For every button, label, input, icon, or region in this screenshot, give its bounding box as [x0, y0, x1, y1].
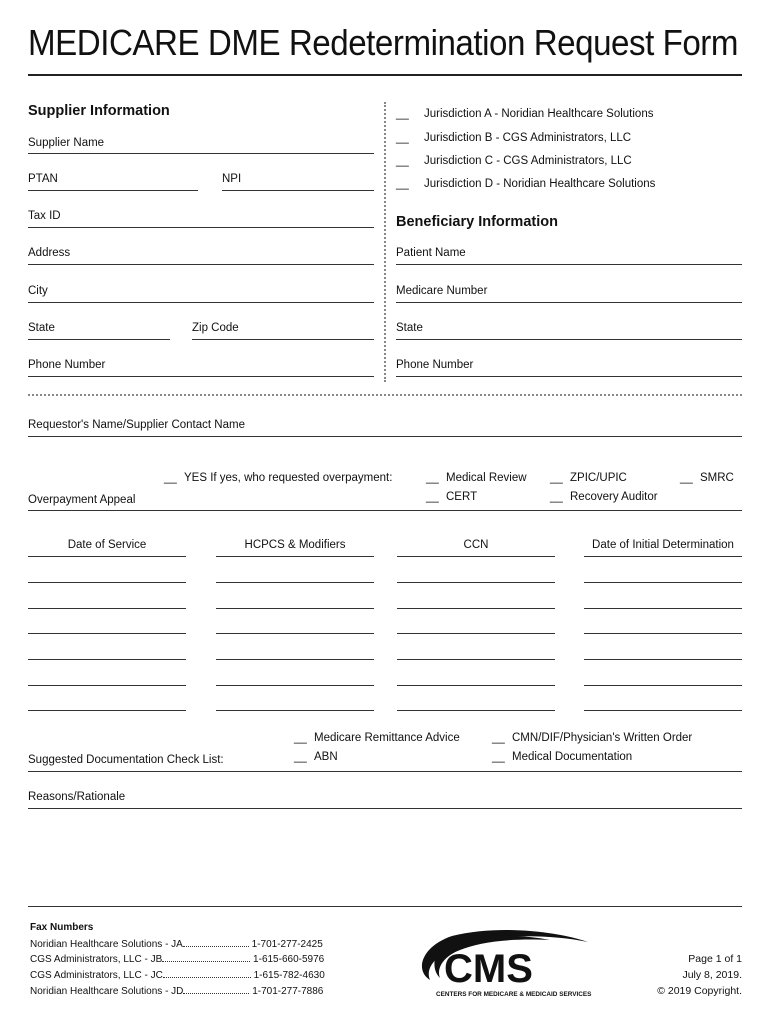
blank-mark: __ [396, 178, 409, 190]
taxid-field[interactable] [28, 227, 374, 228]
npi-label: NPI [222, 173, 242, 185]
overpayment-yes[interactable] [164, 472, 392, 484]
table-cell-field[interactable] [584, 685, 742, 686]
blank-mark: __ [426, 491, 439, 503]
beneficiary-phone-label: Phone Number [396, 359, 474, 371]
address-field[interactable] [28, 264, 374, 265]
blank-mark: __ [164, 472, 177, 484]
npi-field[interactable] [222, 190, 374, 191]
recovery-auditor-label: Recovery Auditor [570, 491, 658, 503]
beneficiary-state-label: State [396, 322, 423, 334]
option-recovery-auditor[interactable] [550, 491, 658, 503]
cms-swoosh-icon [400, 928, 596, 1000]
blank-mark: __ [680, 472, 693, 484]
option-zpic-upic[interactable] [550, 472, 627, 484]
blank-mark: __ [492, 751, 505, 763]
footer-rule [28, 906, 742, 907]
table-cell-field[interactable] [28, 633, 186, 634]
table-cell-field[interactable] [397, 710, 555, 711]
column-header-rule [28, 556, 186, 557]
overpayment-rule [28, 510, 742, 511]
supplier-heading: Supplier Information [28, 103, 170, 119]
page-number: Page 1 of 1 [688, 953, 742, 965]
fax-entry-name: CGS Administrators, LLC - JC [30, 970, 163, 981]
doc-medical-documentation[interactable] [492, 751, 632, 763]
fax-entry-number: 1-701-277-2425 [251, 939, 323, 950]
table-cell-field[interactable] [28, 608, 186, 609]
table-cell-field[interactable] [584, 710, 742, 711]
remittance-advice-label: Medicare Remittance Advice [314, 732, 460, 744]
table-cell-field[interactable] [397, 633, 555, 634]
fax-entry-jb [30, 953, 324, 965]
beneficiary-state-field[interactable] [396, 339, 742, 340]
fax-entry-number: 1-615-782-4630 [253, 970, 325, 981]
option-smrc[interactable] [680, 472, 734, 484]
jurisdiction-b[interactable] [396, 132, 631, 144]
jurisdiction-c[interactable] [396, 155, 632, 167]
col-hcpcs-modifiers: HCPCS & Modifiers [244, 539, 346, 551]
cms-wordmark: CMS [444, 947, 533, 991]
fax-entry-name: Noridian Healthcare Solutions - JA [30, 939, 183, 950]
revision-date: July 8, 2019. [682, 969, 742, 981]
option-cert[interactable] [426, 491, 477, 503]
supplier-name-label: Supplier Name [28, 137, 105, 149]
supplier-name-field[interactable] [28, 153, 374, 154]
beneficiary-heading: Beneficiary Information [396, 214, 558, 230]
zpic-upic-label: ZPIC/UPIC [570, 472, 627, 484]
jurisdiction-d-label: Jurisdiction D - Noridian Healthcare Solutions [424, 178, 656, 190]
copyright: © 2019 Copyright. [657, 985, 742, 997]
table-cell-field[interactable] [216, 582, 374, 583]
col-date-of-service: Date of Service [67, 539, 147, 551]
supplier-state-field[interactable] [28, 339, 170, 340]
jurisdiction-b-label: Jurisdiction B - CGS Administrators, LLC [424, 132, 632, 144]
table-cell-field[interactable] [28, 659, 186, 660]
reasons-text-area[interactable] [28, 810, 742, 904]
blank-mark: __ [294, 732, 307, 744]
table-cell-field[interactable] [216, 685, 374, 686]
fax-entry-jd [30, 985, 323, 997]
doc-abn[interactable] [294, 751, 338, 763]
address-label: Address [28, 247, 71, 259]
ptan-label: PTAN [28, 173, 58, 185]
fax-entry-ja [30, 938, 323, 950]
title-divider [28, 74, 742, 76]
patient-name-field[interactable] [396, 264, 742, 265]
smrc-label: SMRC [700, 472, 734, 484]
fax-entry-name: CGS Administrators, LLC - JB [30, 954, 163, 965]
fax-heading: Fax Numbers [30, 922, 94, 933]
medicare-number-field[interactable] [396, 302, 742, 303]
column-header-rule [584, 556, 742, 557]
overpayment-label: Overpayment Appeal [28, 494, 136, 506]
option-medical-review[interactable] [426, 472, 527, 484]
vertical-separator [384, 102, 386, 382]
reasons-label: Reasons/Rationale [28, 791, 126, 803]
table-cell-field[interactable] [584, 633, 742, 634]
jurisdiction-d[interactable] [396, 178, 655, 190]
zip-label: Zip Code [192, 322, 239, 334]
medicare-number-label: Medicare Number [396, 285, 488, 297]
ptan-field[interactable] [28, 190, 198, 191]
supplier-state-label: State [28, 322, 55, 334]
col-ccn: CCN [463, 539, 489, 551]
horizontal-separator [28, 394, 742, 396]
table-cell-field[interactable] [584, 659, 742, 660]
supplier-phone-label: Phone Number [28, 359, 106, 371]
table-cell-field[interactable] [584, 582, 742, 583]
page-title: MEDICARE DME Redetermination Request Form [28, 22, 739, 63]
requestor-label: Requestor's Name/Supplier Contact Name [28, 419, 245, 431]
table-cell-field[interactable] [28, 710, 186, 711]
city-label: City [28, 285, 48, 297]
table-cell-field[interactable] [397, 608, 555, 609]
documentation-label: Suggested Documentation Check List: [28, 754, 224, 766]
fax-entry-jc [30, 969, 325, 981]
medical-documentation-label: Medical Documentation [512, 751, 633, 763]
cms-tagline: CENTERS FOR MEDICARE & MEDICAID SERVICES [436, 991, 592, 998]
fax-entry-name: Noridian Healthcare Solutions - JD [30, 986, 184, 997]
beneficiary-phone-field[interactable] [396, 376, 742, 377]
blank-mark: __ [396, 108, 409, 120]
blank-mark: __ [294, 751, 307, 763]
doc-remittance-advice[interactable] [294, 732, 460, 744]
jurisdiction-a[interactable] [396, 108, 653, 120]
table-cell-field[interactable] [397, 659, 555, 660]
doc-cmn-dif[interactable] [492, 732, 692, 744]
table-cell-field[interactable] [216, 633, 374, 634]
table-cell-field[interactable] [397, 582, 555, 583]
blank-mark: __ [396, 155, 409, 167]
table-cell-field[interactable] [216, 659, 374, 660]
zip-field[interactable] [192, 339, 374, 340]
fax-entry-number: 1-615-660-5976 [253, 954, 325, 965]
cmn-dif-label: CMN/DIF/Physician's Written Order [512, 732, 693, 744]
reasons-rule [28, 808, 742, 809]
requestor-field[interactable] [28, 436, 742, 437]
blank-mark: __ [550, 491, 563, 503]
cert-label: CERT [446, 491, 478, 503]
supplier-phone-field[interactable] [28, 376, 374, 377]
table-cell-field[interactable] [216, 608, 374, 609]
blank-mark: __ [426, 472, 439, 484]
column-header-rule [397, 556, 555, 557]
jurisdiction-a-label: Jurisdiction A - Noridian Healthcare Solutions [424, 108, 654, 120]
table-cell-field[interactable] [397, 685, 555, 686]
patient-name-label: Patient Name [396, 247, 466, 259]
medical-review-label: Medical Review [446, 472, 527, 484]
blank-mark: __ [492, 732, 505, 744]
jurisdiction-c-label: Jurisdiction C - CGS Administrators, LLC [424, 155, 632, 167]
table-cell-field[interactable] [28, 685, 186, 686]
fax-entry-number: 1-701-277-7886 [252, 986, 324, 997]
table-cell-field[interactable] [28, 582, 186, 583]
abn-label: ABN [314, 751, 338, 763]
blank-mark: __ [550, 472, 563, 484]
blank-mark: __ [396, 132, 409, 144]
col-date-initial-determination: Date of Initial Determination [592, 539, 734, 551]
taxid-label: Tax ID [28, 210, 61, 222]
documentation-rule [28, 771, 742, 772]
overpayment-yes-label: YES If yes, who requested overpayment: [184, 472, 393, 484]
table-cell-field[interactable] [216, 710, 374, 711]
column-header-rule [216, 556, 374, 557]
city-field[interactable] [28, 302, 374, 303]
table-cell-field[interactable] [584, 608, 742, 609]
cms-logo [400, 928, 596, 1000]
